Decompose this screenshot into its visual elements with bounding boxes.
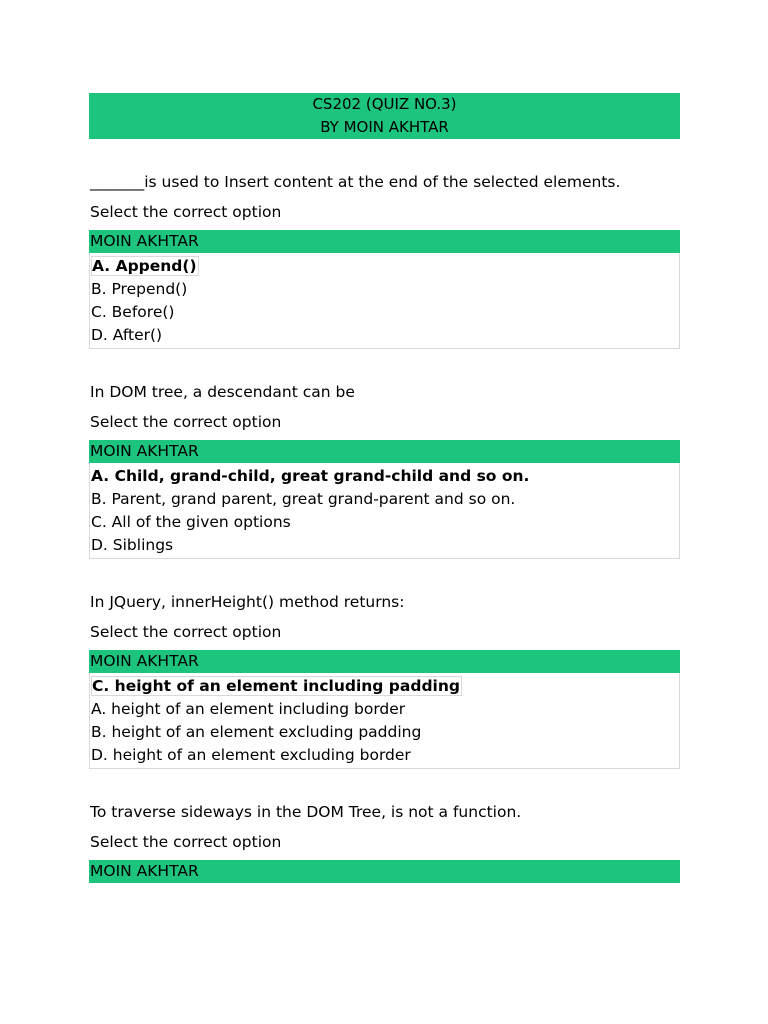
question-block [89,591,680,769]
question-text: _______is used to Insert content at the end of the selected elements. [90,173,621,191]
option-item: B. Prepend() [91,280,188,298]
question-text: To traverse sideways in the DOM Tree, is not a function. [90,803,522,821]
option-item: C. Before() [91,303,175,321]
question-block [89,801,680,883]
correct-option: A. Child, grand-child, great grand-child and so on. [91,467,530,485]
option-item: D. After() [91,326,163,344]
question-text: In JQuery, innerHeight() method returns: [90,593,405,611]
question-block [89,171,680,349]
question-prompt: Select the correct option [90,623,282,641]
options-list [89,673,680,769]
quiz-author: BY MOIN AKHTAR [320,118,449,136]
option-item: D. height of an element excluding border [91,746,411,764]
option-item: D. Siblings [91,536,174,554]
option-item: B. Parent, grand parent, great grand-parent and so on. [91,490,516,508]
question-text: In DOM tree, a descendant can be [90,383,355,401]
option-item: C. All of the given options [91,513,291,531]
question-block [89,381,680,559]
question-prompt: Select the correct option [90,203,282,221]
correct-option: A. Append() [92,257,197,275]
answer-author-bar: MOIN AKHTAR [89,860,680,883]
quiz-header [89,93,680,139]
question-prompt: Select the correct option [90,413,282,431]
question-prompt: Select the correct option [90,833,282,851]
options-list [89,253,680,349]
quiz-title: CS202 (QUIZ NO.3) [312,95,457,113]
answer-author-bar: MOIN AKHTAR [89,650,680,673]
answer-author-bar: MOIN AKHTAR [89,440,680,463]
options-list [89,463,680,559]
option-item: A. height of an element including border [91,700,406,718]
option-item: B. height of an element excluding padding [91,723,422,741]
quiz-page [89,93,680,883]
correct-option: C. height of an element including padding [92,677,460,695]
answer-author-bar: MOIN AKHTAR [89,230,680,253]
